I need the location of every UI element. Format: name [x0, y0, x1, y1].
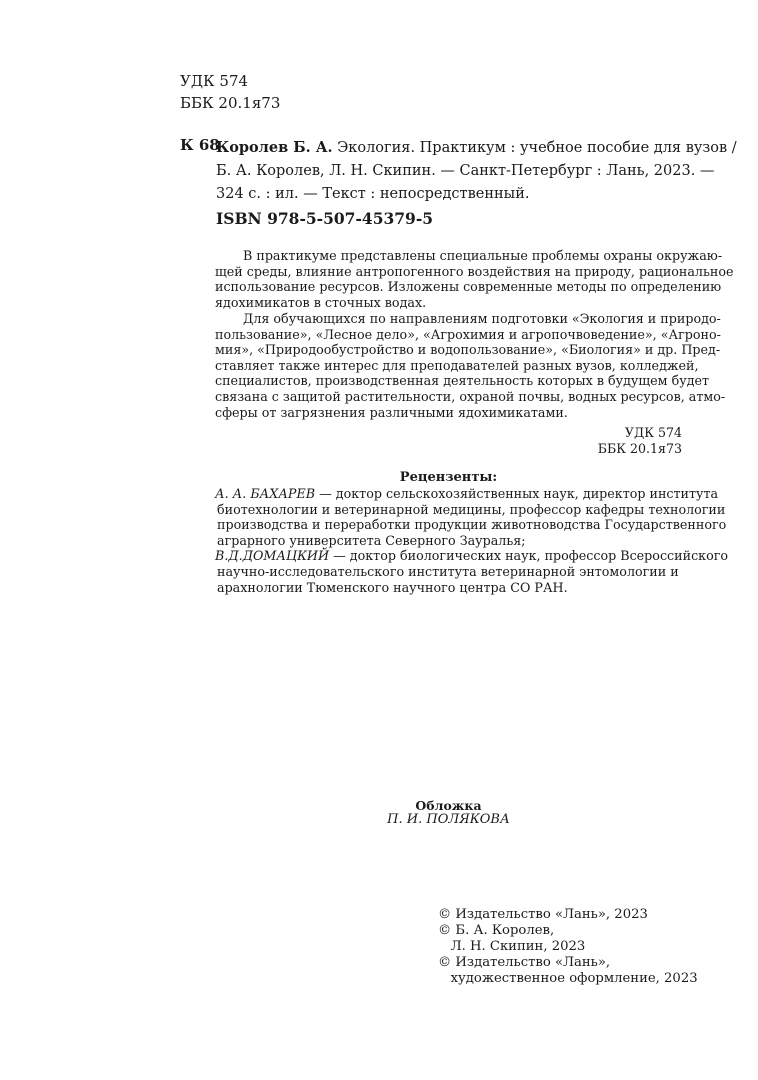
copyright-line: художественное оформление, 2023 — [438, 971, 698, 986]
abstract-paragraph-2 — [215, 311, 725, 420]
abstract-line: Для обучающихся по направлениям подготовки «Экология и природо- — [243, 311, 721, 326]
abstract-line: пользование», «Лесное дело», «Агрохимия и агропочвоведение», «Агроно- — [215, 326, 721, 342]
bibliographic-line-3: 324 с. : ил. — Текст : непосредственный. — [216, 186, 530, 202]
copyright-line: © Б. А. Королев, — [438, 923, 555, 938]
abstract-line: щей среды, влияние антропогенного воздействия на природу, рациональное — [215, 263, 734, 279]
reviewer-1-line: производства и переработки продукции животноводства Государственного — [217, 517, 727, 533]
copyright-block — [438, 907, 698, 987]
copyright-line: Л. Н. Скипин, 2023 — [438, 939, 586, 954]
reviewer-1-line: аграрного университета Северного Зауралья; — [217, 532, 526, 548]
abstract-line: мия», «Природообустройство и водопользование», «Биология» и др. Пред- — [215, 342, 721, 358]
abstract-line: ставляет также интерес для преподавателей разных вузов, колледжей, — [215, 357, 699, 373]
abstract-line: специалистов, производственная деятельность которых в будущем будет — [215, 373, 710, 389]
author-name: Королев Б. А. — [216, 139, 333, 156]
title-rest: Экология. Практикум : учебное пособие для вузов / — [332, 140, 737, 156]
bibliographic-line-2: Б. А. Королев, Л. Н. Скипин. — Санкт-Петербург : Лань, 2023. — — [216, 163, 715, 179]
reviewer-2-line: научно-исследовательского института ветеринарной энтомологии и — [217, 563, 679, 579]
bbk-code: ББК 20.1я73 — [180, 94, 281, 112]
reviewer-1-line: биотехнологии и ветеринарной медицины, профессор кафедры технологии — [217, 501, 726, 517]
author-mark: К 68 — [180, 136, 220, 154]
reviewer-1-name: А. А. БАХАРЕВ — [215, 486, 316, 501]
reviewers-title: Рецензенты: — [399, 470, 498, 485]
isbn: ISBN 978-5-507-45379-5 — [216, 209, 434, 228]
reviewer-1-desc: — доктор сельскохозяйственных наук, директор института — [315, 486, 719, 501]
abstract-line: сферы от загрязнения различными ядохимикатами. — [215, 404, 568, 420]
abstract-line: использование ресурсов. Изложены современные методы по определению — [215, 279, 722, 295]
copyright-line: © Издательство «Лань», — [438, 955, 611, 970]
abstract-line: связана с защитой растительности, охраной почвы, водных ресурсов, атмо- — [215, 388, 726, 404]
classification-top — [180, 70, 280, 114]
reviewer-2-desc: — доктор биологических наук, профессор Всероссийского — [329, 548, 729, 564]
abstract-line: В практикуме представлены специальные проблемы охраны окружаю- — [243, 248, 723, 263]
reviewers-list — [215, 486, 728, 595]
classification-bottom — [560, 425, 682, 457]
cover-author: П. И. ПОЛЯКОВА — [387, 812, 510, 827]
udk-code: УДК 574 — [180, 72, 249, 90]
abstract-line: ядохимикатов в сточных водах. — [215, 294, 427, 310]
reviewer-2-name: В.Д.ДОМАЦКИЙ — [215, 548, 330, 564]
reviewer-2-line: арахнологии Тюменского научного центра СО РАН. — [217, 579, 568, 595]
reviewer-2-line — [215, 548, 728, 564]
udk-code-bottom: УДК 574 — [624, 425, 682, 440]
cover-label: Обложка — [415, 798, 482, 813]
bbk-code-bottom: ББК 20.1я73 — [597, 441, 682, 456]
bibliographic-record — [216, 136, 737, 206]
reviewer-1-line — [215, 486, 728, 502]
abstract-paragraph-1 — [215, 248, 734, 310]
copyright-line: © Издательство «Лань», 2023 — [438, 907, 648, 922]
bibliographic-line-1 — [216, 136, 737, 160]
